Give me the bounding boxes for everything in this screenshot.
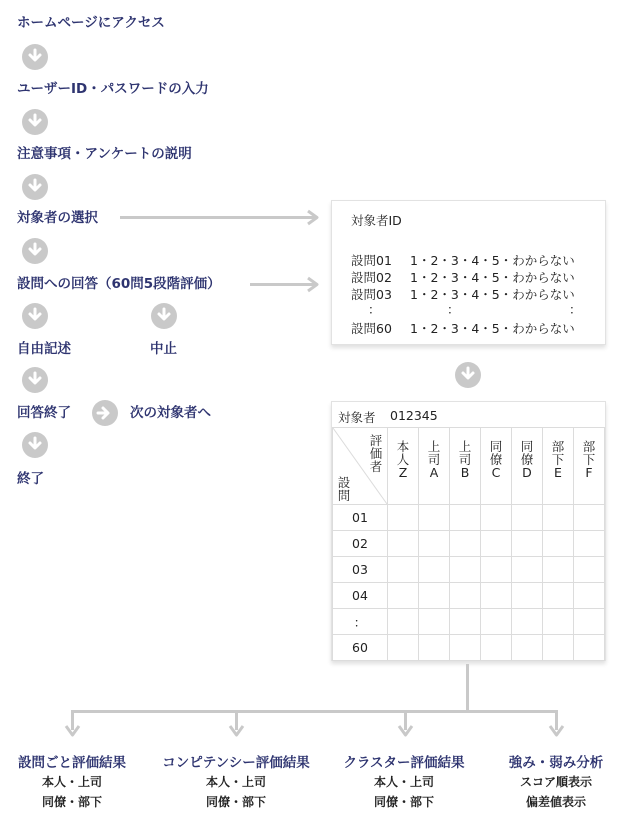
- connector-line: [466, 664, 469, 712]
- table-row: [333, 557, 605, 583]
- table-row: [333, 531, 605, 557]
- chevron-down-icon: [455, 362, 481, 388]
- output-line: スコア順表示: [519, 775, 592, 789]
- row-label: 04: [333, 583, 388, 609]
- target-label: 対象者: [338, 410, 376, 425]
- evaluator-label: 評価者: [369, 433, 383, 474]
- step-answer-questions: 設問への回答（60問5段階評価）: [17, 276, 221, 292]
- output-cluster-title: クラスター評価結果: [343, 755, 465, 771]
- table-header-row: [333, 428, 605, 505]
- output-competency-title: コンピテンシー評価結果: [162, 755, 310, 771]
- output-per-question-title: 設問ごと評価結果: [18, 755, 126, 771]
- question-scale: 1・2・3・4・5・わからない: [410, 287, 575, 302]
- row-label: ：: [333, 609, 388, 635]
- question-label: 設問02: [351, 270, 392, 285]
- question-label: 設問60: [351, 321, 392, 336]
- chevron-down-icon: [22, 109, 48, 135]
- chevron-down-icon: [151, 303, 177, 329]
- table-row: [333, 609, 605, 635]
- output-line: 本人・上司: [373, 775, 434, 789]
- output-line: 同僚・部下: [205, 795, 266, 809]
- output-line: 同僚・部下: [373, 795, 434, 809]
- results-table: [332, 427, 605, 661]
- arrowhead-right-icon: [306, 209, 320, 226]
- row-label: 60: [333, 635, 388, 661]
- ellipsis: ：: [447, 302, 460, 317]
- step-free-text: 自由記述: [17, 341, 71, 357]
- output-line: 本人・上司: [41, 775, 102, 789]
- step-abort: 中止: [150, 341, 177, 357]
- question-label: 設問03: [351, 287, 392, 302]
- row-label: 01: [333, 505, 388, 531]
- chevron-down-icon: [22, 238, 48, 264]
- arrowhead-right-icon: [306, 276, 320, 293]
- step-finish-answer: 回答終了: [17, 405, 71, 421]
- question-label: 設問01: [351, 253, 392, 268]
- step-access-homepage: ホームページにアクセス: [17, 15, 165, 31]
- corner-cell: [333, 428, 388, 505]
- step-select-target: 対象者の選択: [17, 210, 98, 226]
- output-line: 本人・上司: [205, 775, 266, 789]
- column-header: 上司A: [419, 428, 450, 505]
- ellipsis: ：: [368, 302, 381, 317]
- questionnaire-panel: [331, 200, 606, 345]
- step-end: 終了: [17, 471, 44, 487]
- chevron-down-icon: [22, 303, 48, 329]
- connector-line: [120, 216, 315, 219]
- output-line: 同僚・部下: [41, 795, 102, 809]
- step-login: ユーザーID・パスワードの入力: [17, 81, 209, 97]
- row-label: 03: [333, 557, 388, 583]
- column-header: 同僚D: [512, 428, 543, 505]
- output-strength-weakness-title: 強み・弱み分析: [508, 755, 604, 771]
- target-id-label: 対象者ID: [351, 213, 402, 228]
- connector-line: [71, 710, 558, 713]
- arrowhead-down-icon: [397, 724, 414, 738]
- output-line: 偏差値表示: [525, 795, 586, 809]
- column-header: 部下F: [574, 428, 605, 505]
- question-scale: 1・2・3・4・5・わからない: [410, 270, 575, 285]
- step-next-target: 次の対象者へ: [130, 405, 211, 421]
- row-label: 02: [333, 531, 388, 557]
- chevron-down-icon: [22, 432, 48, 458]
- column-header: 上司B: [450, 428, 481, 505]
- target-id: 012345: [390, 408, 438, 423]
- arrowhead-down-icon: [228, 724, 245, 738]
- question-scale: 1・2・3・4・5・わからない: [410, 321, 575, 336]
- question-scale: 1・2・3・4・5・わからない: [410, 253, 575, 268]
- question-axis-label: 設問: [337, 475, 351, 503]
- arrowhead-down-icon: [64, 724, 81, 738]
- column-header: 本人Z: [388, 428, 419, 505]
- chevron-down-icon: [22, 174, 48, 200]
- table-row: [333, 583, 605, 609]
- column-header: 同僚C: [481, 428, 512, 505]
- chevron-down-icon: [22, 44, 48, 70]
- step-instructions: 注意事項・アンケートの説明: [17, 146, 192, 162]
- arrowhead-down-icon: [548, 724, 565, 738]
- table-row: [333, 505, 605, 531]
- ellipsis: ：: [569, 302, 582, 317]
- chevron-down-icon: [22, 367, 48, 393]
- table-row: [333, 635, 605, 661]
- column-header: 部下E: [543, 428, 574, 505]
- chevron-right-icon: [92, 400, 118, 426]
